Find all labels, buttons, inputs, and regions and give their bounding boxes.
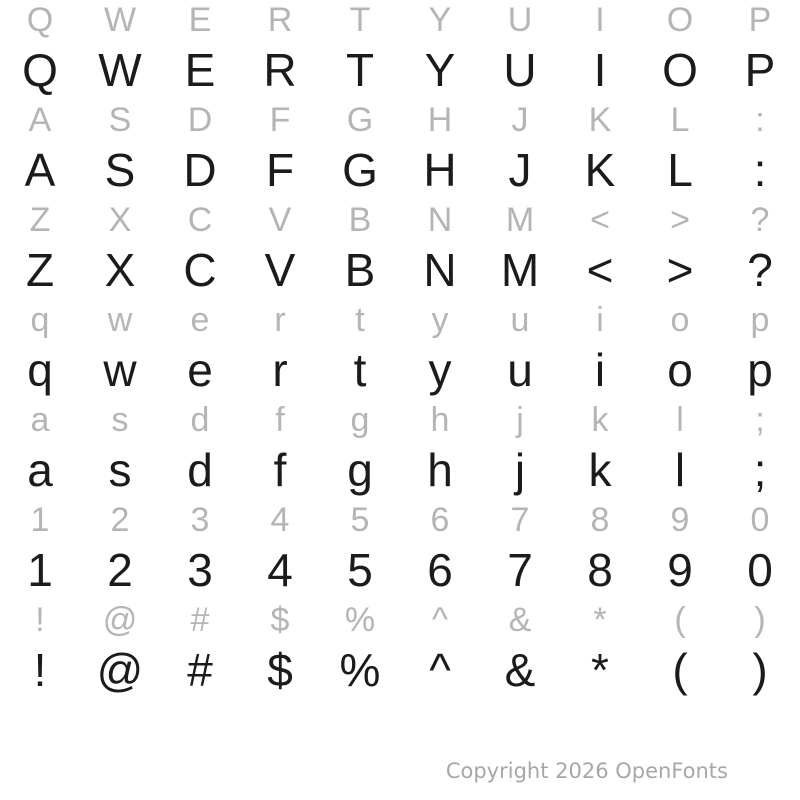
glyph-main: *: [591, 644, 609, 696]
glyph-preview: 6: [430, 500, 450, 539]
glyph-preview: ): [754, 600, 766, 639]
glyph-main: #: [187, 644, 213, 696]
glyph-preview: S: [108, 100, 132, 139]
glyph-main: Z: [25, 244, 55, 296]
glyph-main: D: [183, 144, 217, 196]
glyph-preview: t: [355, 300, 365, 339]
glyph-main: :: [753, 144, 767, 196]
glyph-main: j: [514, 444, 526, 496]
glyph-main: $: [267, 644, 293, 696]
glyph-preview: ^: [432, 600, 448, 639]
glyph-row-main-lowercase-home: [0, 440, 800, 500]
glyph-main: (: [672, 644, 688, 696]
specimen-pair-uppercase-top: [0, 0, 800, 100]
glyph-main: t: [353, 344, 367, 396]
glyph-preview: g: [350, 400, 370, 439]
glyph-preview: a: [30, 400, 50, 439]
glyph-main: y: [428, 344, 452, 396]
glyph-preview: @: [102, 600, 138, 639]
glyph-main: X: [104, 244, 136, 296]
glyph-preview: O: [666, 0, 694, 39]
glyph-main: %: [339, 644, 381, 696]
glyph-main: ;: [753, 444, 767, 496]
glyph-main: S: [104, 144, 136, 196]
glyph-main: h: [427, 444, 453, 496]
specimen-pair-digits: [0, 500, 800, 600]
glyph-preview: y: [431, 300, 449, 339]
glyph-preview: &: [508, 600, 532, 639]
glyph-preview: <: [590, 200, 610, 239]
glyph-preview: W: [103, 0, 137, 39]
glyph-main: Y: [424, 44, 456, 96]
glyph-preview: s: [111, 400, 129, 439]
glyph-preview: M: [505, 200, 535, 239]
glyph-row-main-symbols: [0, 640, 800, 700]
glyph-main: ^: [429, 644, 451, 696]
glyph-main: q: [27, 344, 53, 396]
glyph-main: 1: [27, 544, 53, 596]
glyph-preview: i: [596, 300, 604, 339]
glyph-main: E: [184, 44, 216, 96]
glyph-main: N: [423, 244, 457, 296]
glyph-main: >: [666, 244, 694, 296]
glyph-preview: C: [187, 200, 213, 239]
glyph-main: ): [752, 644, 768, 696]
glyph-main: O: [662, 44, 698, 96]
glyph-preview: B: [348, 200, 372, 239]
glyph-row-preview-lowercase-top: [0, 300, 800, 340]
glyph-preview: H: [427, 100, 453, 139]
glyph-main: u: [507, 344, 533, 396]
glyph-main: P: [744, 44, 776, 96]
glyph-main: o: [667, 344, 693, 396]
glyph-preview: (: [674, 600, 686, 639]
glyph-main: f: [273, 444, 287, 496]
glyph-main: 8: [587, 544, 613, 596]
glyph-main: !: [33, 644, 47, 696]
glyph-preview: k: [591, 400, 609, 439]
glyph-main: s: [108, 444, 132, 496]
glyph-main: ?: [747, 244, 773, 296]
glyph-preview: I: [595, 0, 605, 39]
glyph-main: A: [24, 144, 56, 196]
glyph-main: R: [263, 44, 297, 96]
specimen-pair-uppercase-bottom: [0, 200, 800, 300]
glyph-preview: U: [507, 0, 533, 39]
glyph-main: 6: [427, 544, 453, 596]
glyph-preview: 1: [30, 500, 50, 539]
glyph-main: 9: [667, 544, 693, 596]
glyph-main: 0: [747, 544, 773, 596]
glyph-preview: 9: [670, 500, 690, 539]
glyph-main: w: [103, 344, 137, 396]
glyph-preview: Y: [428, 0, 452, 39]
glyph-preview: P: [748, 0, 772, 39]
glyph-preview: T: [349, 0, 371, 39]
glyph-main: 2: [107, 544, 133, 596]
glyph-preview: J: [511, 100, 529, 139]
glyph-main: H: [423, 144, 457, 196]
glyph-row-main-lowercase-top: [0, 340, 800, 400]
glyph-preview: q: [30, 300, 50, 339]
glyph-main: @: [96, 644, 144, 696]
glyph-main: U: [503, 44, 537, 96]
glyph-preview: h: [430, 400, 450, 439]
glyph-main: k: [588, 444, 612, 496]
glyph-main: r: [272, 344, 288, 396]
glyph-row-main-uppercase-home: [0, 140, 800, 200]
glyph-preview: >: [670, 200, 690, 239]
glyph-preview: f: [275, 400, 285, 439]
glyph-preview: Z: [29, 200, 51, 239]
glyph-preview: 3: [190, 500, 210, 539]
glyph-preview: V: [268, 200, 292, 239]
glyph-preview: l: [676, 400, 684, 439]
glyph-preview: j: [516, 400, 524, 439]
glyph-preview: :: [755, 100, 765, 139]
specimen-pair-uppercase-home: [0, 100, 800, 200]
glyph-main: 4: [267, 544, 293, 596]
glyph-main: I: [593, 44, 607, 96]
glyph-preview: G: [346, 100, 374, 139]
glyph-preview: D: [187, 100, 213, 139]
glyph-preview: 5: [350, 500, 370, 539]
specimen-pair-symbols: [0, 600, 800, 700]
glyph-main: a: [27, 444, 53, 496]
glyph-row-preview-symbols: [0, 600, 800, 640]
glyph-main: J: [508, 144, 532, 196]
glyph-preview: 2: [110, 500, 130, 539]
glyph-main: W: [98, 44, 142, 96]
glyph-preview: N: [427, 200, 453, 239]
glyph-preview: p: [750, 300, 770, 339]
glyph-preview: o: [670, 300, 690, 339]
glyph-main: 7: [507, 544, 533, 596]
glyph-main: g: [347, 444, 373, 496]
glyph-preview: 7: [510, 500, 530, 539]
glyph-main: T: [345, 44, 375, 96]
glyph-main: <: [586, 244, 614, 296]
glyph-main: l: [674, 444, 686, 496]
glyph-row-preview-digits: [0, 500, 800, 540]
glyph-row-preview-uppercase-top: [0, 0, 800, 40]
glyph-main: K: [584, 144, 616, 196]
glyph-preview: %: [344, 600, 376, 639]
glyph-main: B: [344, 244, 376, 296]
glyph-preview: L: [670, 100, 690, 139]
glyph-row-main-uppercase-bottom: [0, 240, 800, 300]
glyph-preview: #: [190, 600, 210, 639]
glyph-preview: w: [107, 300, 133, 339]
specimen-pair-lowercase-top: [0, 300, 800, 400]
glyph-main: p: [747, 344, 773, 396]
specimen-pair-lowercase-home: [0, 400, 800, 500]
glyph-main: F: [265, 144, 295, 196]
glyph-preview: A: [28, 100, 52, 139]
glyph-preview: *: [593, 600, 607, 639]
glyph-preview: 4: [270, 500, 290, 539]
glyph-row-preview-lowercase-home: [0, 400, 800, 440]
glyph-preview: E: [188, 0, 212, 39]
glyph-preview: e: [190, 300, 210, 339]
glyph-main: C: [183, 244, 217, 296]
glyph-preview: K: [588, 100, 612, 139]
glyph-preview: Q: [26, 0, 54, 39]
glyph-preview: ;: [755, 400, 765, 439]
glyph-main: i: [594, 344, 606, 396]
glyph-main: d: [187, 444, 213, 496]
glyph-main: M: [500, 244, 540, 296]
glyph-preview: 8: [590, 500, 610, 539]
copyright-text: Copyright 2026 OpenFonts: [445, 759, 728, 783]
glyph-main: Q: [22, 44, 58, 96]
glyph-row-main-uppercase-top: [0, 40, 800, 100]
glyph-preview: X: [108, 200, 132, 239]
glyph-main: &: [504, 644, 536, 696]
glyph-row-main-digits: [0, 540, 800, 600]
glyph-main: 3: [187, 544, 213, 596]
glyph-preview: d: [190, 400, 210, 439]
glyph-preview: F: [269, 100, 291, 139]
glyph-row-preview-uppercase-bottom: [0, 200, 800, 240]
glyph-main: L: [667, 144, 693, 196]
glyph-row-preview-uppercase-home: [0, 100, 800, 140]
glyph-preview: u: [510, 300, 530, 339]
glyph-main: V: [264, 244, 296, 296]
glyph-preview: ?: [750, 200, 770, 239]
glyph-preview: !: [35, 600, 45, 639]
glyph-preview: $: [270, 600, 290, 639]
glyph-preview: r: [274, 300, 286, 339]
glyph-main: 5: [347, 544, 373, 596]
glyph-main: G: [342, 144, 378, 196]
glyph-main: e: [187, 344, 213, 396]
glyph-preview: 0: [750, 500, 770, 539]
glyph-preview: R: [267, 0, 293, 39]
